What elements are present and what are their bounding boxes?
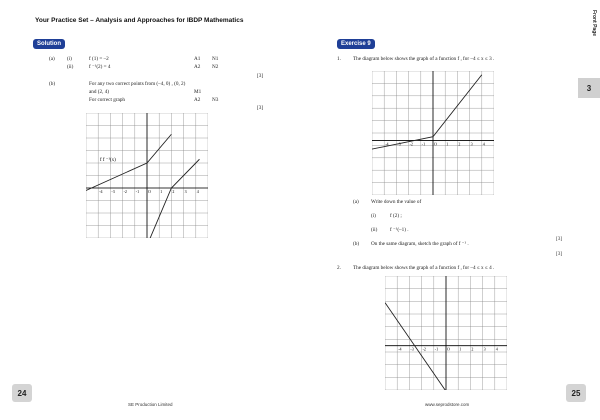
- x-tick-label: 1: [160, 189, 163, 194]
- x-tick-label: -4: [99, 189, 103, 194]
- x-tick-label: -1: [135, 189, 140, 194]
- x-tick-label: -2: [123, 189, 127, 194]
- page-header-title: Your Practice Set – Analysis and Approaches for IBDP Mathematics: [35, 17, 244, 24]
- solution-graph: [86, 113, 208, 238]
- q1-number: 1.: [337, 56, 341, 62]
- q1-part-a-i-label: (i): [371, 213, 376, 219]
- q1-mark-b: [3]: [556, 251, 563, 257]
- solution-m2: N1: [212, 56, 219, 62]
- series-f-line: [372, 75, 482, 149]
- q1-mark-a: [3]: [556, 236, 563, 242]
- x-tick-label: 4: [482, 141, 485, 147]
- q1-part-b-label: (b): [353, 241, 360, 247]
- q1-part-a-ii-text: f ⁻¹(–1) .: [390, 227, 409, 233]
- left-footer: SE Production Limited: [128, 402, 173, 407]
- exercise-chip: Exercise 9: [337, 39, 375, 49]
- x-tick-label: -3: [410, 346, 414, 352]
- solution-m1: A2: [194, 64, 201, 70]
- q1-text: The diagram below shows the graph of a function f , for –4 ≤ x ≤ 3 .: [353, 56, 495, 62]
- q2-text: The diagram below shows the graph of a function f , for –4 ≤ x ≤ 4 .: [353, 265, 495, 271]
- series-finverse-line: [147, 159, 199, 238]
- solution-row: [49, 89, 279, 96]
- x-tick-label: 4: [495, 346, 498, 352]
- q2-graph: [385, 276, 507, 390]
- solution-col1: (a): [49, 56, 55, 62]
- q1-part-a-ii-label: (ii): [371, 227, 378, 233]
- q1-part-a-text: Write down the value of: [371, 199, 422, 205]
- x-tick-label: -1: [421, 141, 426, 147]
- solution-text: For any two correct points from (–4, 0) , (0, 2): [89, 80, 186, 87]
- x-tick-label: -4: [385, 141, 389, 147]
- x-tick-label: O: [434, 141, 437, 147]
- chapter-tab[interactable]: 3: [578, 78, 600, 98]
- solution-total: [3]: [257, 105, 264, 111]
- q1-graph: [372, 71, 494, 195]
- q1-part-b-text: On the same diagram, sketch the graph of f ⁻¹ .: [371, 241, 469, 247]
- solution-row: [49, 105, 279, 112]
- x-tick-label: O: [148, 189, 151, 194]
- x-tick-label: -2: [409, 141, 413, 147]
- x-tick-label: 1: [446, 141, 449, 147]
- series-f-line: [86, 134, 171, 190]
- solution-col2: (ii): [67, 64, 74, 70]
- x-tick-label: -4: [398, 346, 402, 352]
- solution-chip: Solution: [33, 39, 65, 49]
- solution-col1: (b): [49, 80, 56, 87]
- solution-row: [49, 97, 279, 104]
- solution-row: [49, 73, 279, 80]
- x-tick-label: 2: [458, 141, 461, 147]
- solution-text: For correct graph: [89, 96, 126, 103]
- solution-col2: (i): [67, 56, 72, 62]
- x-tick-label: 2: [172, 189, 175, 194]
- q2-number: 2.: [337, 265, 341, 271]
- right-page-number: 25: [566, 384, 586, 402]
- solution-text: and (2, 4): [89, 88, 110, 95]
- solution-row: [49, 56, 279, 63]
- q1-part-a-i-text: f (2) ;: [390, 213, 402, 219]
- x-tick-label: O: [447, 346, 450, 352]
- solution-m2: N3: [212, 96, 219, 103]
- solution-m1: M1: [194, 88, 202, 95]
- graph-label: f f ⁻¹(x): [100, 158, 116, 163]
- q1-part-a-label: (a): [353, 199, 359, 205]
- x-tick-label: 3: [483, 346, 486, 352]
- x-tick-label: 2: [471, 346, 474, 352]
- x-tick-label: -2: [422, 346, 426, 352]
- solution-m1: A2: [194, 96, 201, 103]
- x-tick-label: -3: [111, 189, 115, 194]
- solution-text: f ⁻¹(2) = 4: [89, 64, 111, 70]
- x-tick-label: 1: [459, 346, 462, 352]
- solution-text: f (1) = –2: [89, 56, 109, 62]
- solution-row: [49, 81, 279, 88]
- solution-m1: A1: [194, 56, 201, 62]
- x-tick-label: -1: [434, 346, 439, 352]
- solution-total: [3]: [257, 72, 264, 79]
- x-tick-label: 4: [196, 189, 199, 194]
- left-page-number: 24: [12, 384, 32, 402]
- solution-m2: N2: [212, 64, 219, 70]
- x-tick-label: 3: [184, 189, 187, 194]
- solution-row: [49, 64, 279, 71]
- x-tick-label: -3: [397, 141, 401, 147]
- x-tick-label: 3: [470, 141, 473, 147]
- front-page-tab[interactable]: Front Page: [590, 9, 597, 37]
- right-footer: www.seprodstore.com: [425, 402, 470, 407]
